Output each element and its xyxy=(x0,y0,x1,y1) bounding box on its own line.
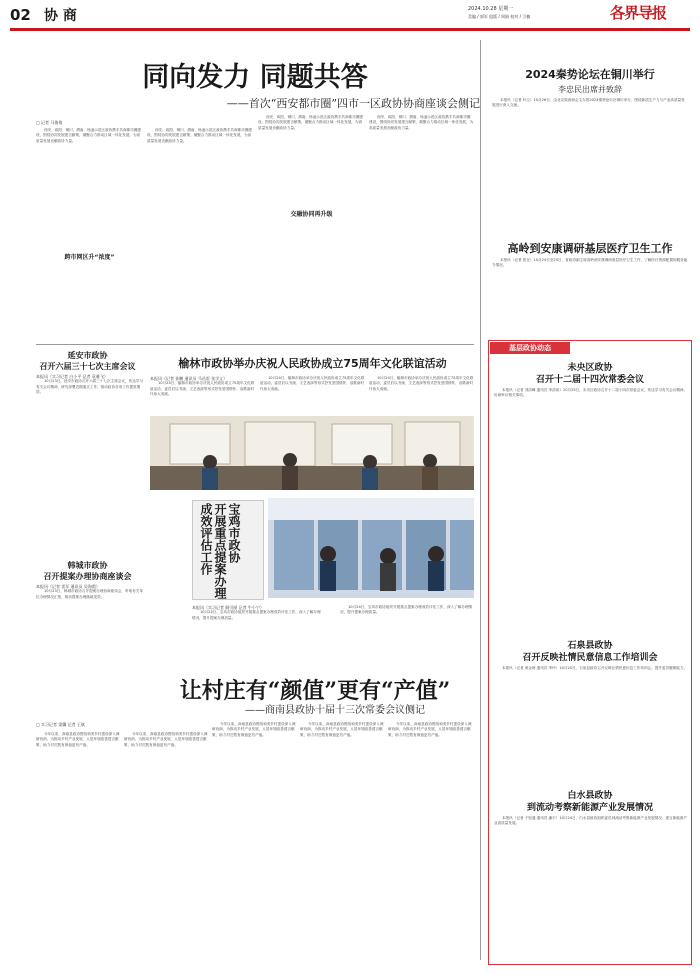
hancheng-headline: 韩城市政协 召开提案办理协商座谈会 xyxy=(43,561,132,581)
baoji-body: 10月24日，宝鸡市政协组织开展重点提案办理成效评估工作，深入了解办理情况，提升提案办理质量。 xyxy=(340,605,473,615)
yanan-article xyxy=(36,374,143,546)
gaoling-body: 本报讯（记者 张豆）10月24日至25日，省政协副主席高岭到安康调研基层医疗卫生工作，了解医疗资源配置和服务能力情况。 xyxy=(492,258,688,268)
main-byline: □ 记者 马倩倩 xyxy=(36,120,63,125)
hancheng-body: 10月23日，韩城市政协召开提案办理协商座谈会，听取有关单位办理情况汇报，推动提案办理落地见效。 xyxy=(36,589,143,599)
header-rule xyxy=(10,28,690,31)
forum-title: 2024秦势论坛在铜川举行 xyxy=(525,68,655,81)
weiyang-title: 未央区政协 召开十二届十四次常委会议 xyxy=(535,363,644,385)
hancheng-byline: 本报讯（记者 雷军 通讯员 吴海霞） xyxy=(36,584,100,589)
baoji-photo xyxy=(268,498,474,598)
lower-title: 让村庄有“颜值”更有“产值” xyxy=(179,678,451,704)
subhead-integration: 交融协同再升级 xyxy=(290,211,333,218)
weiyang-article xyxy=(494,388,688,558)
yulin-article-2 xyxy=(260,376,365,412)
yulin-body: 10月24日，榆林市政协举办庆祝人民政协成立75周年文化联谊活动，委员们以书画、文艺表演等形式抒发爱国情怀，讴歌新时代伟大成就。 xyxy=(260,376,365,391)
lower-column-4 xyxy=(300,722,384,962)
yulin-article-3 xyxy=(369,376,474,412)
lower-body: 今年以来，商南县政协围绕和美乡村建设深入调研协商，为推动乡村产业发展、人居环境改善建言献策，助力村庄既有颜值更有产值。 xyxy=(388,722,472,737)
lower-column-1 xyxy=(36,732,120,962)
lower-subtitle: ——商南县政协十届十三次常委会议侧记 xyxy=(245,705,425,716)
page-number: 02 xyxy=(10,6,31,24)
grassroots-label: 基层政协动态 xyxy=(490,342,570,354)
lower-column-3 xyxy=(212,722,296,962)
lower-column-5 xyxy=(388,722,474,962)
forum-body: 本报讯（记者 叶尘）10月26日，由北京陕西商会主办的2024秦势论坛在铜川举行，围绕新质生产力与产业高质量发展进行深入交流。 xyxy=(492,98,685,108)
baishui-title: 白水县政协 到流动考察新能源产业发展情况 xyxy=(526,791,653,813)
yulin-body: 10月24日，榆林市政协举办庆祝人民政协成立75周年文化联谊活动，委员们以书画、文艺表演等形式抒发爱国情怀，讴歌新时代伟大成就。 xyxy=(150,381,255,396)
main-column-2 xyxy=(147,128,254,340)
date-text: 2024.10.28 星期一 xyxy=(468,6,514,12)
forum-article xyxy=(492,98,688,238)
yulin-body: 10月24日，榆林市政协举办庆祝人民政协成立75周年文化联谊活动，委员们以书画、文艺表演等形式抒发爱国情怀，讴歌新时代伟大成就。 xyxy=(369,376,474,391)
calligraphy-scene-image xyxy=(150,416,474,490)
subhead-cross-city: 跨市网区升“浓度” xyxy=(64,254,115,261)
lower-body: 今年以来，商南县政协围绕和美乡村建设深入调研协商，为推动乡村产业发展、人居环境改善建言献策，助力村庄既有颜值更有产值。 xyxy=(36,732,120,747)
yulin-headline: 榆林市政协举办庆祝人民政协成立75周年文化联谊活动 xyxy=(178,357,447,370)
main-body-text: 西安、咸阳、铜川、渭南、杨凌示范区政协携手共商都市圈建设，围绕协同发展建言献策，凝聚合力推动区域一体化发展，为高质量发展贡献政协力量。 xyxy=(369,115,474,130)
main-subtitle: ——首次“西安都市圈”四市一区政协协商座谈会侧记 xyxy=(226,97,480,110)
lower-column-2 xyxy=(124,732,208,962)
yanan-body: 10月23日，延安市政协召开六届三十七次主席会议，传达学习有关会议精神，研究部署近期重点工作，推动政协各项工作提质增效。 xyxy=(36,379,143,394)
main-column-3 xyxy=(258,115,365,340)
main-body-text: 西安、咸阳、铜川、渭南、杨凌示范区政协携手共商都市圈建设，围绕协同发展建言献策，凝聚合力推动区域一体化发展，为高质量发展贡献政协力量。 xyxy=(258,115,364,130)
baoji-title-box xyxy=(192,500,264,600)
baoji-article-1 xyxy=(192,605,322,665)
yulin-photo xyxy=(150,416,474,490)
baoji-title: 宝鸡市政协 开展重点提案办理成效评估工作 xyxy=(199,503,241,599)
shiquan-article xyxy=(494,666,688,776)
forum-subtitle: 李忠民出席并致辞 xyxy=(558,85,622,94)
lower-byline: □ 实习记者 梁馨 记者 王斌 xyxy=(36,722,85,727)
lower-body: 今年以来，商南县政协围绕和美乡村建设深入调研协商，为推动乡村产业发展、人居环境改善建言献策，助力村庄既有颜值更有产值。 xyxy=(300,722,384,737)
baishui-article xyxy=(494,816,688,961)
archive-room-image xyxy=(268,498,474,598)
yulin-byline: 本报讯（记者 孙鹏 通讯员 马昌雷 张学义） xyxy=(150,376,228,381)
baoji-byline: 本报讯（实习记者 顾引丽 记者 牛小宁） xyxy=(192,605,264,610)
issue-date xyxy=(468,6,608,20)
shiquan-title: 石泉县政协 召开反映社情民意信息工作培训会 xyxy=(522,641,658,663)
section-name: 协 商 xyxy=(44,8,77,24)
gaoling-article xyxy=(492,258,688,338)
yanan-headline: 延安市政协 召开六届三十七次主席会议 xyxy=(39,351,136,371)
newspaper-logo: 各界导报 xyxy=(610,4,667,22)
baoji-article-2 xyxy=(340,605,474,665)
weiyang-body: 本报讯（记者 刘清峰 通讯员 李清泉）10月25日，未央区政协召开十二届十四次常委会议，传达学习有关会议精神，协商审议相关事项。 xyxy=(494,388,688,398)
main-column-4 xyxy=(369,115,474,305)
baoji-body: 10月24日，宝鸡市政协组织开展重点提案办理成效评估工作，深入了解办理情况，提升提案办理质量。 xyxy=(192,610,321,620)
yanan-byline: 本报讯（实习记者 白小平 记者 袁雅飞） xyxy=(36,374,108,379)
lower-body: 今年以来，商南县政协围绕和美乡村建设深入调研协商，为推动乡村产业发展、人居环境改善建言献策，助力村庄既有颜值更有产值。 xyxy=(124,732,208,747)
main-column-1 xyxy=(36,128,143,328)
shiquan-body: 本报讯（记者 黄金海 通讯员 李玲）10月25日，石泉县政协召开反映社情民意信息工作培训会，提升委员履职能力。 xyxy=(502,666,688,670)
divider xyxy=(36,344,474,345)
main-title: 同向发力 同题共答 xyxy=(142,62,368,93)
lower-body: 今年以来，商南县政协围绕和美乡村建设深入调研协商，为推动乡村产业发展、人居环境改善建言献策，助力村庄既有颜值更有产值。 xyxy=(212,722,296,737)
column-divider xyxy=(480,40,481,960)
main-body-text: 西安、咸阳、铜川、渭南、杨凌示范区政协携手共商都市圈建设，围绕协同发展建言献策，凝聚合力推动区域一体化发展，为高质量发展贡献政协力量。 xyxy=(147,128,253,143)
editor-credits: 美编 / 郭军 组版 / 周娟 校对 / 卫楠 xyxy=(468,14,531,19)
main-body-text: 西安、咸阳、铜川、渭南、杨凌示范区政协携手共商都市圈建设，围绕协同发展建言献策，凝聚合力推动区域一体化发展，为高质量发展贡献政协力量。 xyxy=(36,128,142,143)
baishui-body: 本报讯（记者 于钜通 通讯员 潘宇）10月24日，白水县政协组织委员到流动考察新能源产业发展情况，建言新能源产业高质量发展。 xyxy=(494,816,688,826)
gaoling-title: 高岭到安康调研基层医疗卫生工作 xyxy=(507,242,673,255)
yulin-article-1 xyxy=(150,376,255,412)
